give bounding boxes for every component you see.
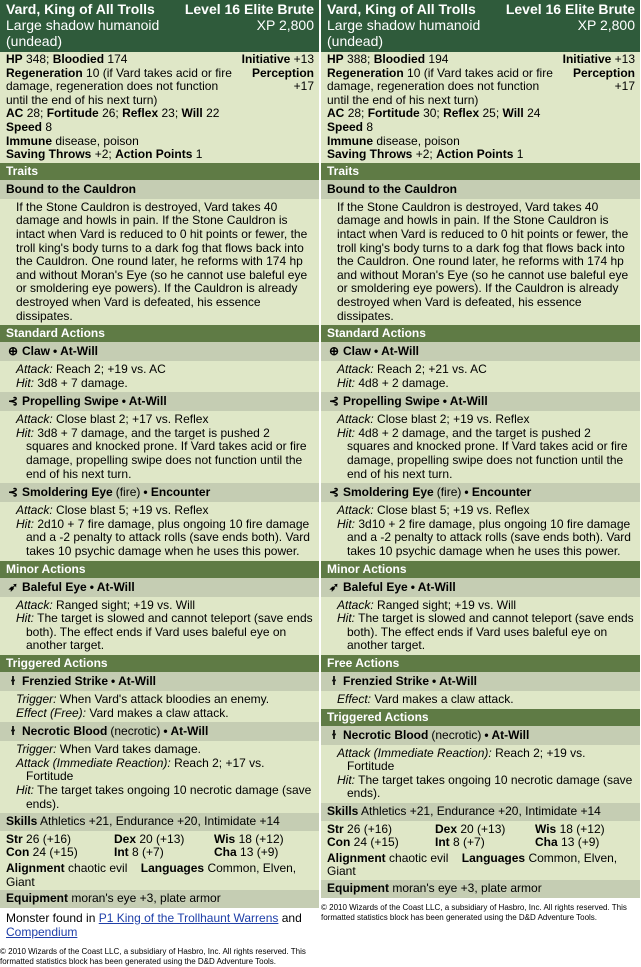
- ac-value: 28: [26, 106, 41, 121]
- triggered-icon: ɫ: [11, 674, 15, 688]
- alignment-row: Alignment chaotic evil Languages Common, Elven, Giant: [0, 861, 319, 890]
- power-smoldering-eye: ⊰ Smoldering Eye (fire) • Encounter: [0, 483, 319, 502]
- monster-xp: XP 2,800: [577, 17, 635, 33]
- power-propelling-swipe-desc: Attack: Close blast 2; +17 vs. Reflex Hit: 3d8 + 7 damage, and the target is pushed 2 squares and knocked prone. If Vard takes acid or fire damage, propelling swipe does not function until the end of his next turn.: [0, 411, 319, 483]
- initiative-value: +13: [614, 52, 635, 66]
- section-minor-actions: Minor Actions: [321, 561, 640, 578]
- ability-scores: Str 26 (+16) Dex 20 (+13) Wis 18 (+12) Con 24 (+15) Int 8 (+7) Cha 13 (+9): [0, 831, 319, 861]
- action-points-value: 1: [195, 147, 203, 162]
- stats-block: HP 348; Bloodied 174 Initiative +13 Regeneration 10 (if Vard takes acid or fire damage, regeneration does not function until the end of his next turn) Perception +17 AC 28; Fortitude 26; Reflex 23; Will 22 Speed 8 Immune disease, poison Saving Throws +2; Action Points 1: [0, 52, 319, 163]
- immune-value: disease, poison: [55, 133, 139, 148]
- section-traits: Traits: [0, 163, 319, 180]
- stat-block-right: [321, 0, 640, 923]
- monster-level: Level 16 Elite Brute: [505, 1, 635, 17]
- section-traits: Traits: [321, 163, 640, 180]
- bloodied-value: 174: [107, 52, 128, 66]
- saving-throws-value: +2: [415, 147, 430, 162]
- initiative-value: +13: [293, 52, 314, 66]
- section-minor-actions: Minor Actions: [0, 561, 319, 578]
- ability-scores: Str 26 (+16) Dex 20 (+13) Wis 18 (+12) Con 24 (+15) Int 8 (+7) Cha 13 (+9): [321, 821, 640, 851]
- action-points-value: 1: [516, 147, 524, 162]
- equipment-row: Equipment moran's eye +3, plate armor: [0, 890, 319, 908]
- trait-text: If the Stone Cauldron is destroyed, Vard takes 40 damage and howls in pain. If the Stone Cauldron is intact when Vard is reduced to 0 hit points or fewer, the troll king's body turns to a dark fog that flows back into the Cauldron. One round later, he reforms with 174 hp and without Moran's Eye (so he cannot use baleful eye or smoldering eye powers). If the Cauldron is already destroyed when Vard is defeated, his essence dissipates.: [321, 199, 640, 325]
- section-triggered-actions: Triggered Actions: [0, 655, 319, 672]
- power-claw-desc: Attack: Reach 2; +19 vs. AC Hit: 3d8 + 7 damage.: [0, 361, 319, 392]
- perception-value: +17: [614, 79, 635, 94]
- source-line: Monster found in P1 King of the Trollhaunt Warrens and Compendium: [0, 908, 319, 942]
- close-blast-icon: ⊰: [328, 485, 340, 500]
- power-smoldering-eye: ⊰ Smoldering Eye (fire) • Encounter: [321, 483, 640, 502]
- skills-row: Skills Athletics +21, Endurance +20, Intimidate +14: [0, 813, 319, 831]
- section-standard-actions: Standard Actions: [321, 325, 640, 342]
- power-propelling-swipe: ⊰ Propelling Swipe • At-Will: [0, 392, 319, 411]
- section-free-actions: Free Actions: [321, 655, 640, 672]
- hp-value: 348: [26, 52, 47, 66]
- trait-header: Bound to the Cauldron: [321, 180, 640, 199]
- immune-value: disease, poison: [376, 133, 460, 148]
- power-smoldering-eye-desc: Attack: Close blast 5; +19 vs. Reflex Hit: 3d10 + 2 fire damage, plus ongoing 10 fire damage and a -2 penalty to attack rolls (save ends both). Vard takes 10 psychic damage when he uses this power.: [321, 502, 640, 560]
- will-value: 22: [206, 106, 220, 121]
- source-link-compendium[interactable]: Compendium: [6, 924, 78, 939]
- power-baleful-eye-desc: Attack: Ranged sight; +19 vs. Will Hit: The target is slowed and cannot teleport (save ends both). The effect ends if Vard uses baleful eye on another target.: [0, 597, 319, 655]
- fortitude-value: 26: [102, 106, 116, 121]
- close-blast-icon: ⊰: [7, 394, 19, 409]
- ranged-icon: ➶: [7, 579, 19, 594]
- power-claw: ⊕ Claw • At-Will: [0, 342, 319, 361]
- section-standard-actions: Standard Actions: [0, 325, 319, 342]
- monster-xp: XP 2,800: [256, 17, 314, 33]
- speed-value: 8: [45, 119, 53, 134]
- equipment-row: Equipment moran's eye +3, plate armor: [321, 880, 640, 898]
- monster-name: Vard, King of All Trolls: [327, 1, 476, 17]
- melee-basic-icon: ⊕: [7, 344, 19, 359]
- monster-header: [0, 0, 319, 52]
- fortitude-value: 30: [423, 106, 437, 121]
- section-triggered-actions: Triggered Actions: [321, 709, 640, 726]
- close-blast-icon: ⊰: [7, 485, 19, 500]
- triggered-icon: ɫ: [332, 727, 336, 742]
- stat-block-left: [0, 0, 319, 967]
- copyright-text: © 2010 Wizards of the Coast LLC, a subsidiary of Hasbro, Inc. All rights reserved. This formatted statistics block has been generated using the D&D Adventure Tools.: [0, 946, 306, 966]
- power-propelling-swipe-desc: Attack: Close blast 2; +19 vs. Reflex Hit: 4d8 + 2 damage, and the target is pushed 2 squares and knocked prone. If Vard takes acid or fire damage, propelling swipe does not function until the end of his next turn.: [321, 411, 640, 483]
- alignment-row: Alignment chaotic evil Languages Common, Elven, Giant: [321, 851, 640, 880]
- source-link-trollhaunt[interactable]: P1 King of the Trollhaunt Warrens: [98, 910, 279, 925]
- hp-value: 388: [347, 52, 368, 66]
- triggered-icon: ɫ: [11, 724, 15, 739]
- power-baleful-eye: ➶ Baleful Eye • At-Will: [321, 578, 640, 597]
- bloodied-value: 194: [428, 52, 449, 66]
- monster-name: Vard, King of All Trolls: [6, 1, 155, 17]
- power-frenzied-strike-desc: Trigger: When Vard's attack bloodies an enemy. Effect (Free): Vard makes a claw attack.: [0, 691, 319, 722]
- power-necrotic-blood: ɫ Necrotic Blood (necrotic) • At-Will: [0, 722, 319, 741]
- power-frenzied-strike: ɫ Frenzied Strike • At-Will: [321, 672, 640, 691]
- power-propelling-swipe: ⊰ Propelling Swipe • At-Will: [321, 392, 640, 411]
- trait-header: Bound to the Cauldron: [0, 180, 319, 199]
- monster-type: Large shadow humanoid (undead): [6, 17, 160, 49]
- monster-level: Level 16 Elite Brute: [184, 1, 314, 17]
- ranged-icon: ➶: [328, 579, 340, 594]
- reflex-value: 25: [482, 106, 496, 121]
- regeneration-text: 10 (if Vard takes acid or fire damage, regeneration does not function until the end of his next turn): [6, 65, 232, 107]
- copyright-text: © 2010 Wizards of the Coast LLC, a subsidiary of Hasbro, Inc. All rights reserved. This formatted statistics block has been generated using the D&D Adventure Tools.: [321, 902, 627, 922]
- perception-value: +17: [293, 79, 314, 94]
- saving-throws-value: +2: [94, 147, 109, 162]
- power-frenzied-strike-desc: Effect: Vard makes a claw attack.: [321, 691, 640, 709]
- ac-value: 28: [347, 106, 362, 121]
- speed-value: 8: [366, 119, 374, 134]
- skills-row: Skills Athletics +21, Endurance +20, Intimidate +14: [321, 803, 640, 821]
- monster-header: [321, 0, 640, 52]
- power-claw: ⊕ Claw • At-Will: [321, 342, 640, 361]
- power-necrotic-blood-desc: Attack (Immediate Reaction): Reach 2; +19 vs. Fortitude Hit: The target takes ongoing 10 necrotic damage (save ends).: [321, 745, 640, 803]
- power-necrotic-blood-desc: Trigger: When Vard takes damage. Attack (Immediate Reaction): Reach 2; +17 vs. Fortitude Hit: The target takes ongoing 10 necrotic damage (save ends).: [0, 741, 319, 813]
- will-value: 24: [527, 106, 541, 121]
- triggered-icon: ɫ: [332, 674, 336, 688]
- stats-block: HP 388; Bloodied 194 Initiative +13 Regeneration 10 (if Vard takes acid or fire damage, regeneration does not function until the end of his next turn) Perception +17 AC 28; Fortitude 30; Reflex 25; Will 24 Speed 8 Immune disease, poison Saving Throws +2; Action Points 1: [321, 52, 640, 163]
- regeneration-text: 10 (if Vard takes acid or fire damage, regeneration does not function until the end of his next turn): [327, 65, 553, 107]
- monster-type: Large shadow humanoid (undead): [327, 17, 481, 49]
- trait-text: If the Stone Cauldron is destroyed, Vard takes 40 damage and howls in pain. If the Stone Cauldron is intact when Vard is reduced to 0 hit points or fewer, the troll king's body turns to a dark fog that flows back into the Cauldron. One round later, he reforms with 174 hp and without Moran's Eye (so he cannot use baleful eye or smoldering eye powers). If the Cauldron is already destroyed when Vard is defeated, his essence dissipates.: [0, 199, 319, 325]
- power-necrotic-blood: ɫ Necrotic Blood (necrotic) • At-Will: [321, 726, 640, 745]
- power-claw-desc: Attack: Reach 2; +21 vs. AC Hit: 4d8 + 2 damage.: [321, 361, 640, 392]
- power-baleful-eye: ➶ Baleful Eye • At-Will: [0, 578, 319, 597]
- power-frenzied-strike: ɫ Frenzied Strike • At-Will: [0, 672, 319, 691]
- reflex-value: 23: [161, 106, 175, 121]
- power-baleful-eye-desc: Attack: Ranged sight; +19 vs. Will Hit: The target is slowed and cannot teleport (save ends both). The effect ends if Vard uses baleful eye on another target.: [321, 597, 640, 655]
- close-blast-icon: ⊰: [328, 394, 340, 409]
- power-smoldering-eye-desc: Attack: Close blast 5; +19 vs. Reflex Hit: 2d10 + 7 fire damage, plus ongoing 10 fire damage and a -2 penalty to attack rolls (save ends both). Vard takes 10 psychic damage when he uses this power.: [0, 502, 319, 560]
- melee-basic-icon: ⊕: [328, 344, 340, 359]
